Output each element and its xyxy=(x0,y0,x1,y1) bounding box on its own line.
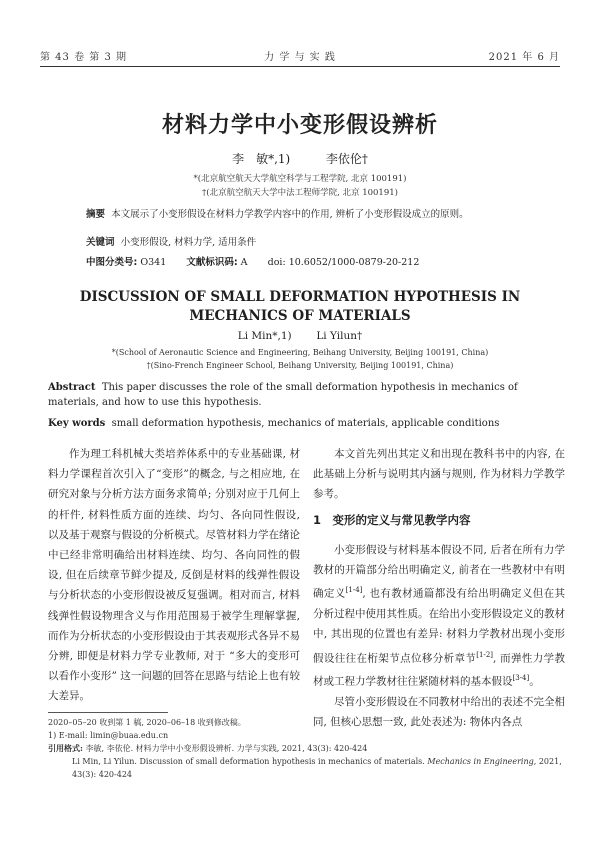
footnote-citation-en-pages: 43(3): 420-424 xyxy=(72,770,132,779)
abstract-cn xyxy=(86,208,566,222)
header-journal: 力 学 与 实 践 xyxy=(264,52,336,63)
section-1-heading: 1 变形的定义与常见教学内容 xyxy=(313,513,471,527)
author-en-1: Li Min*,1) xyxy=(237,330,292,342)
author-cn-2: 李依伦† xyxy=(325,152,368,166)
doccode-label: 文献标识码: xyxy=(186,257,238,268)
body-left-column xyxy=(48,444,300,707)
clc-value: O341 xyxy=(140,257,167,268)
doi-value: 10.6052/1000-0879-20-212 xyxy=(288,257,420,268)
title-cn: 材料力学中小变形假设辨析 xyxy=(161,113,438,138)
title-en-line-2: MECHANICS OF MATERIALS xyxy=(189,308,411,324)
abstract-en-text: This paper discusses the role of the small deformation hypothesis in mechanics of materials, and how to use this hypothesis. xyxy=(48,382,518,408)
author-cn-1: 李 敏*,1) xyxy=(232,152,291,166)
section-1-paragraph-1: 小变形假设与材料基本假设不同, 后者在所有力学教材的开篇部分给出明确定义, 前者在一些教材中有明确定义[1-4], 也有教材通篇都没有给出明确定义但在其分析过程中使用其性质。在给出小变形假设定义的教材中, 其出现的位置也有差异: 材料力学教材出现小变形假设往往在桁架节点位移分析章节[1-2], 而弹性力学教材或工程力学教材往往紧随材料的基本假设[3-4]。 xyxy=(313,544,565,688)
keywords-cn-label: 关键词 xyxy=(86,237,115,248)
keywords-en xyxy=(48,416,558,431)
doccode-value: A xyxy=(240,257,248,268)
authors-en xyxy=(0,330,600,342)
intro-paragraph: 作为理工科机械大类培养体系中的专业基础课, 材料力学课程首次引入了“变形”的概念, 与之相应地, 在研究对象与分析方法方面务求简单; 分别对应于几何上的杆件, 材料性质方面的连续、均匀、各向同性假设, 以及基于观察与假设的分析模式。尽管材料力学在绪论中已经非常明确给出材料连续、均匀、各向同性的假设, 但在后续章节鲜少提及, 反倒是材料的线弹性假设与分析状态的小变形假设被反复强调。相对而言, 材料线弹性假设物理含义与作用范围易于被学生理解掌握, 而作为分析状态的小变形假设由于其表观形式各异不易分辨, 即便是材料力学专业教师, 对于 “多大的变形可以看作小变形” 这一问题的回答在思路与结论上也有较大差异。 xyxy=(48,448,300,703)
footnote-citation-en: Li Min, Li Yilun. Discussion of small deformation hypothesis in mechanics of materials. Mechanics in Engineering, 2021, xyxy=(72,757,562,766)
author-en-2: Li Yilun† xyxy=(316,330,363,342)
citation: [1-2] xyxy=(476,650,494,659)
footnote-email: 1) E-mail: limin@buaa.edu.cn xyxy=(48,731,169,740)
abstract-en-label: Abstract xyxy=(48,382,96,393)
footnote-citation-cn: 引用格式: 李敏, 李依伦. 材料力学中小变形假设辨析. 力学与实践, 2021, 43(3): 420-424 xyxy=(48,743,368,753)
abstract-cn-label: 摘要 xyxy=(86,209,106,220)
keywords-cn xyxy=(86,236,566,250)
keywords-en-label: Key words xyxy=(48,418,106,429)
header-rule xyxy=(40,66,560,67)
affiliation-en-2: †(Sino-French Engineer School, Beihang University, Beijing 100191, China) xyxy=(146,361,454,370)
citation-label: 引用格式: xyxy=(48,743,83,753)
header-volume: 第 43 卷 第 3 期 xyxy=(40,52,127,63)
abstract-cn-text: 本文展示了小变形假设在材料力学教学内容中的作用, 辨析了小变形假设成立的原则。 xyxy=(111,209,469,220)
affiliation-cn-2: †(北京航空航天大学中法工程师学院, 北京 100191) xyxy=(202,188,398,198)
abstract-en xyxy=(48,380,558,410)
keywords-cn-text: 小变形假设, 材料力学, 适用条件 xyxy=(120,237,257,248)
footnote-received: 2020–05–20 收到第 1 稿, 2020–06–18 收到修改稿。 xyxy=(48,718,246,727)
footnote-rule xyxy=(48,712,168,713)
body-right-section xyxy=(313,540,565,732)
title-en xyxy=(0,288,600,326)
doi-label: doi: xyxy=(267,257,286,268)
clc-label: 中图分类号: xyxy=(86,257,138,268)
keywords-en-text: small deformation hypothesis, mechanics of materials, applicable conditions xyxy=(111,418,500,429)
intro-paragraph-2: 本文首先列出其定义和出现在教科书中的内容, 在此基础上分析与说明其内涵与规则, 作为材料力学教学参考。 xyxy=(313,448,565,501)
affiliation-cn-1: *(北京航空航天大学航空科学与工程学院, 北京 100191) xyxy=(193,174,407,184)
authors-cn xyxy=(0,150,600,167)
affiliation-en-1: *(School of Aeronautic Science and Engineering, Beihang University, Beijing 100191, China) xyxy=(111,348,489,357)
footnotes xyxy=(48,716,563,781)
classification-line xyxy=(86,256,566,270)
citation: [3-4] xyxy=(512,674,530,683)
section-1-paragraph-2: 尽管小变形假设在不同教材中给出的表述不完全相同, 但核心思想一致, 此处表述为: 物体内各点 xyxy=(313,695,565,729)
citation: [1-4] xyxy=(345,586,363,595)
body-right-intro xyxy=(313,444,565,505)
title-en-line-1: DISCUSSION OF SMALL DEFORMATION HYPOTHESIS IN xyxy=(79,289,521,305)
header-date: 2021 年 6 月 xyxy=(488,52,560,63)
